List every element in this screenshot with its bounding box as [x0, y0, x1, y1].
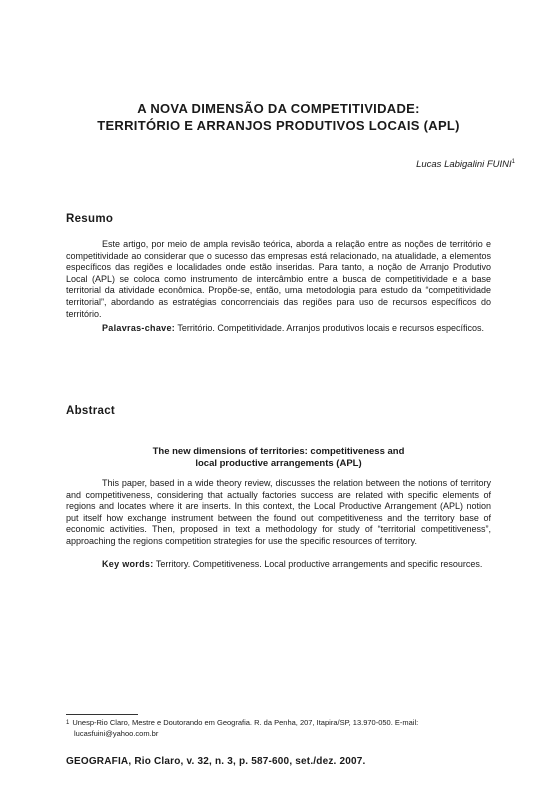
- journal-citation: GEOGRAFIA, Rio Claro, v. 32, n. 3, p. 587-600, set./dez. 2007.: [66, 756, 366, 767]
- footnote: [66, 718, 496, 739]
- title-line-2: TERRITÓRIO E ARRANJOS PRODUTIVOS LOCAIS (APL): [97, 118, 460, 133]
- resumo-keywords: [66, 323, 491, 335]
- title-line-1: A NOVA DIMENSÃO DA COMPETITIVIDADE:: [137, 101, 420, 116]
- resumo-heading: Resumo: [66, 213, 114, 225]
- footnote-line-1: Unesp-Rio Claro, Mestre e Doutorando em Geografia. R. da Penha, 207, Itapira/SP, 13.970-050. E-mail:: [72, 718, 419, 727]
- footnote-mark: 1: [66, 720, 70, 726]
- abstract-keywords-text: Territory. Competitiveness. Local productive arrangements and specific resources.: [155, 559, 483, 569]
- abstract-body: This paper, based in a wide theory review, discusses the relation between the notions of territory and competitiveness, considering that actually factories success are related with specific elements of regions and locates where it are inserts. In this context, the Local Productive Arrangement (APL) notion put itself how exchange instrument between the found out competitiveness and the territory base of economic activities. Then, proposed in text a methodology for study of “territorial competitiveness”, approaching the regions competition strategies for use the specific resources of territory.: [66, 478, 491, 546]
- footnote-divider: [66, 714, 138, 715]
- author-line: [416, 159, 515, 170]
- abstract-keywords: [66, 559, 491, 571]
- article-title: [40, 100, 517, 134]
- resumo-keywords-label: Palavras-chave:: [102, 323, 176, 333]
- resumo-keywords-text: Território. Competitividade. Arranjos produtivos locais e recursos específicos.: [177, 323, 485, 333]
- abstract-title-line-1: The new dimensions of territories: competitiveness and: [152, 446, 405, 457]
- abstract-heading: Abstract: [66, 405, 116, 417]
- abstract-keywords-label: Key words:: [102, 559, 154, 569]
- author-name: Lucas Labigalini FUINI: [416, 159, 512, 171]
- author-footnote-mark: 1: [511, 159, 515, 165]
- abstract-title-line-2: local productive arrangements (APL): [195, 458, 362, 469]
- resumo-body: Este artigo, por meio de ampla revisão teórica, aborda a relação entre as noções de território e competitividade ao considerar que o sucesso das empresas está relacionado, na atualidade, a elementos específicos das regiões e localidades onde estão inseridas. Para tanto, a noção de Arranjo Produtivo Local (APL) se coloca como instrumento de intercâmbio entre a busca de competitividade e a base territorial da atividade econômica. Propõe-se, então, uma metodologia para estudo da “competitividade territorial”, abordando as estratégias concorrenciais das regiões para uso de recursos específicos do território.: [66, 239, 491, 319]
- abstract-title: [66, 446, 491, 470]
- footnote-line-2: lucasfuini@yahoo.com.br: [74, 728, 159, 738]
